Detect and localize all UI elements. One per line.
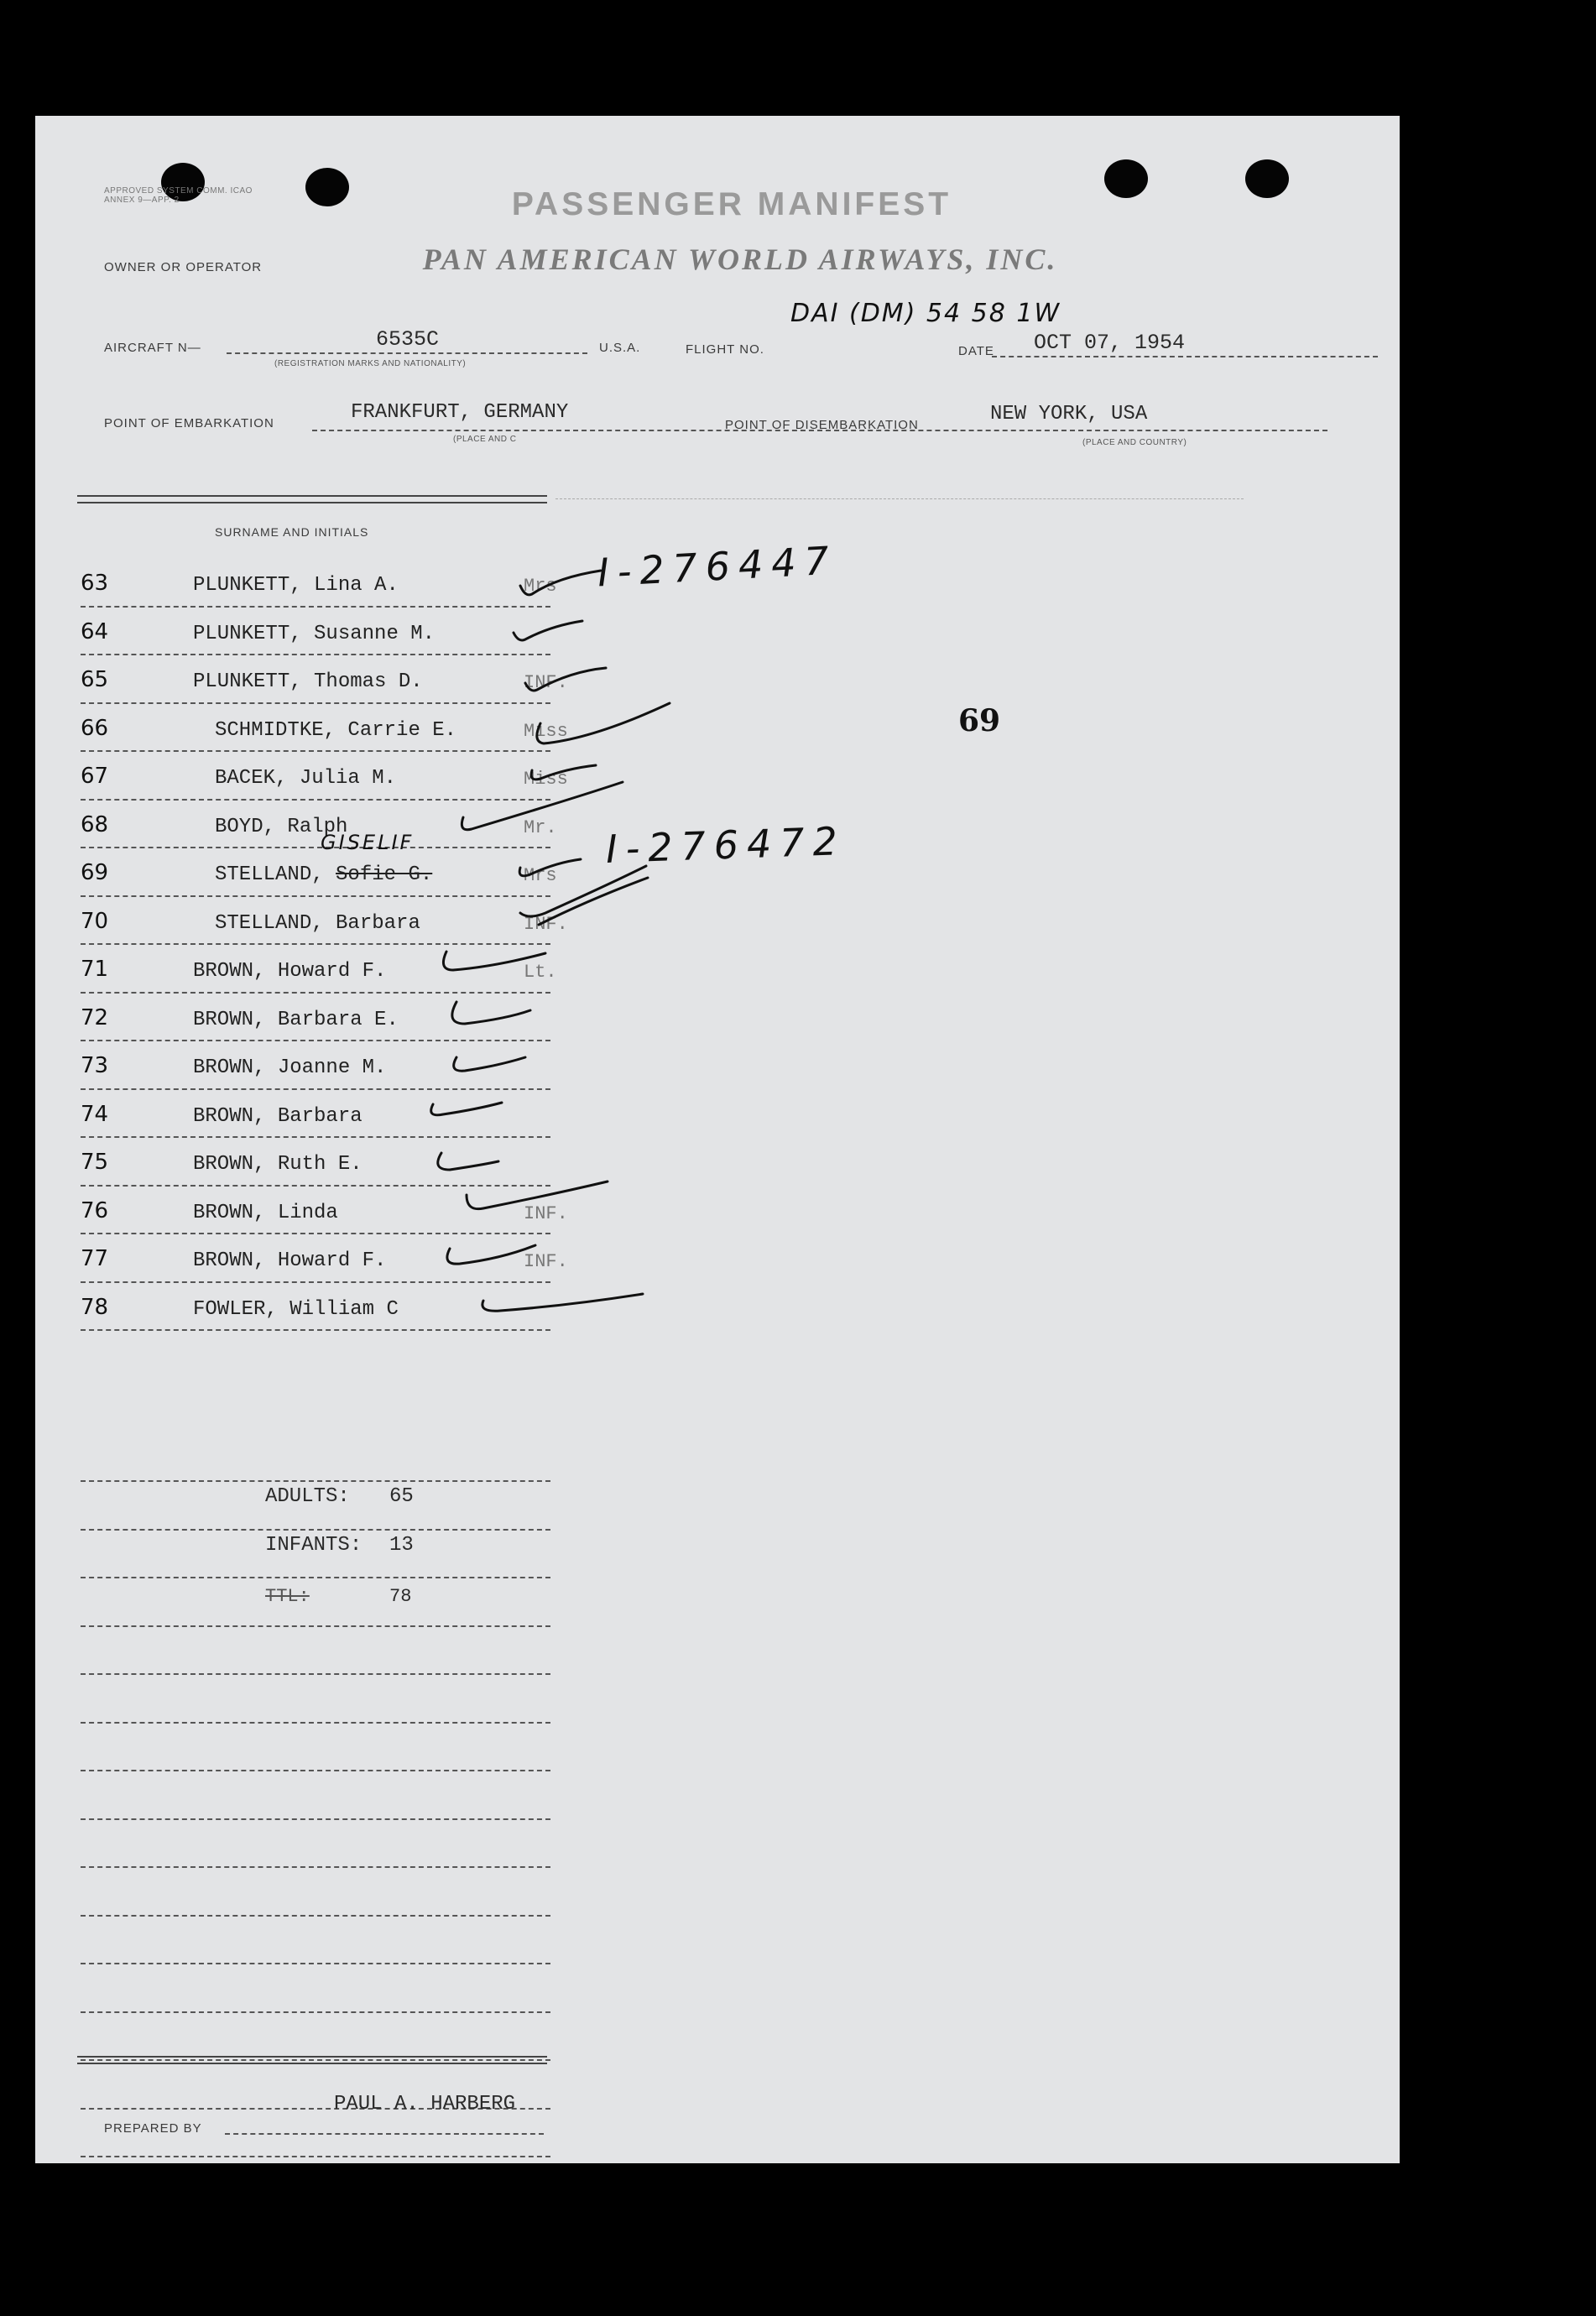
- check-mark-icon: [454, 1057, 525, 1071]
- blank-row-line: [81, 1625, 550, 1627]
- passenger-name: BROWN, Barbara: [193, 1104, 362, 1128]
- check-mark-icon: [520, 571, 601, 595]
- check-mark-icon: [447, 1245, 535, 1264]
- infants-label: INFANTS:: [265, 1534, 362, 1557]
- aircraft-number: 6535C: [376, 327, 440, 352]
- check-mark-icon: [452, 1002, 530, 1024]
- manifest-sheet: [35, 116, 1400, 2163]
- embarkation-caption: (PLACE AND C: [453, 435, 517, 444]
- passenger-name: BROWN, Linda: [193, 1201, 338, 1224]
- passenger-name: PLUNKETT, Lina A.: [193, 574, 399, 597]
- passenger-title: INF.: [524, 913, 568, 935]
- total-label: TTL:: [265, 1586, 310, 1607]
- date-label: DATE: [958, 344, 994, 358]
- blank-row-line: [81, 1529, 550, 1531]
- passenger-title: Miss: [524, 769, 568, 790]
- check-mark-icon: [520, 866, 646, 916]
- blank-row-line: [81, 2059, 550, 2061]
- blank-row-line: [81, 1577, 550, 1578]
- check-mark-icon: [519, 859, 581, 876]
- passenger-name: FOWLER, William C: [193, 1297, 399, 1321]
- passenger-number: 72: [81, 1004, 109, 1030]
- passenger-title: Lt.: [524, 962, 557, 983]
- blank-row-line: [81, 1866, 550, 1868]
- passenger-name: STELLAND, Barbara: [215, 911, 420, 935]
- passenger-name: BROWN, Howard F.: [193, 960, 387, 983]
- passenger-name: PLUNKETT, Susanne M.: [193, 622, 436, 645]
- handwritten-flight-number: DAI (DM) 54 58 1W: [790, 299, 1061, 328]
- passenger-number: 69: [81, 860, 109, 885]
- owner-label: OWNER OR OPERATOR: [104, 260, 263, 274]
- passenger-name: BACEK, Julia M.: [215, 767, 397, 790]
- check-mark-icon: [525, 668, 606, 691]
- passenger-number: 78: [81, 1294, 109, 1320]
- aircraft-label: AIRCRAFT N—: [104, 341, 201, 355]
- passenger-number: 65: [81, 667, 109, 692]
- passenger-name: SCHMIDTKE, Carrie E.: [215, 718, 457, 742]
- check-mark-icon: [443, 952, 545, 970]
- blank-row-line: [81, 1915, 550, 1917]
- passenger-name: BROWN, Ruth E.: [193, 1153, 362, 1176]
- blank-row-line: [81, 1818, 550, 1820]
- check-mark-icon: [537, 703, 670, 743]
- prepared-underline: [225, 2133, 544, 2135]
- check-mark-icon: [514, 621, 582, 640]
- registration-caption: (REGISTRATION MARKS AND NATIONALITY): [274, 359, 467, 368]
- surname-label: SURNAME AND INITIALS: [215, 525, 369, 539]
- page-stamp-number: 69: [958, 703, 1001, 738]
- check-mark-icon: [531, 765, 596, 780]
- passenger-number: 67: [81, 764, 109, 789]
- embarkation-label: POINT OF EMBARKATION: [104, 416, 274, 430]
- passenger-name: PLUNKETT, Thomas D.: [193, 670, 423, 693]
- check-mark-icon: [431, 1103, 502, 1115]
- approval-text: APPROVED SYSTEM COMM. ICAO ANNEX 9—APP. 2: [104, 186, 253, 205]
- blank-row-line: [81, 2156, 550, 2157]
- check-mark-icon: [462, 782, 623, 830]
- prepared-by-name: PAUL A. HARBERG: [334, 2093, 516, 2115]
- passenger-name: BOYD, Ralph: [215, 815, 348, 838]
- embarkation-place: FRANKFURT, GERMANY: [351, 401, 569, 424]
- disembarkation-caption: (PLACE AND COUNTRY): [1082, 438, 1187, 447]
- prepared-label: PREPARED BY: [104, 2121, 202, 2136]
- passenger-number: 77: [81, 1246, 109, 1271]
- nationality: U.S.A.: [599, 341, 641, 355]
- check-mark-icon: [467, 1181, 608, 1209]
- alien-registration-2: I-276472: [605, 818, 847, 872]
- passenger-number: 75: [81, 1150, 109, 1175]
- passenger-number: 66: [81, 715, 109, 741]
- blank-row-line: [81, 1770, 550, 1771]
- carrier-name: PAN AMERICAN WORLD AIRWAYS, INC.: [422, 243, 1058, 276]
- passenger-number: 68: [81, 811, 109, 837]
- alien-registration-1: I-276447: [596, 537, 838, 596]
- passenger-number: 76: [81, 1197, 109, 1223]
- adults-count: 65: [389, 1485, 414, 1508]
- blank-row-line: [81, 1480, 550, 1482]
- infants-count: 13: [389, 1534, 414, 1557]
- form-title: PASSENGER MANIFEST: [511, 186, 952, 222]
- passenger-number: 64: [81, 618, 109, 644]
- passenger-number: 70: [81, 908, 109, 934]
- blank-row-line: [81, 1722, 550, 1724]
- check-mark-icon: [539, 878, 648, 925]
- disembarkation-place: NEW YORK, USA: [990, 403, 1148, 425]
- blank-row-line: [81, 2011, 550, 2013]
- passenger-name: BROWN, Barbara E.: [193, 1008, 399, 1031]
- passenger-number: 63: [81, 571, 109, 596]
- passenger-number: 74: [81, 1101, 109, 1127]
- adults-label: ADULTS:: [265, 1485, 350, 1508]
- passenger-name: BROWN, Joanne M.: [193, 1056, 387, 1079]
- check-mark-icon: [438, 1153, 498, 1170]
- disembarkation-label: POINT OF DISEMBARKATION: [725, 418, 919, 432]
- flight-label: FLIGHT NO.: [686, 342, 764, 357]
- blank-row-line: [81, 1963, 550, 1964]
- passenger-title: Miss: [524, 720, 568, 742]
- passenger-title: INF.: [524, 672, 568, 693]
- total-count: 78: [389, 1586, 412, 1607]
- list-bottom-rule: [77, 2063, 547, 2064]
- passenger-title: Mrs: [524, 576, 557, 597]
- name-correction: GISELIF: [321, 831, 415, 854]
- flight-date: OCT 07, 1954: [1034, 331, 1186, 355]
- check-mark-icon: [482, 1294, 643, 1311]
- passenger-title: Mrs: [524, 865, 557, 886]
- passenger-name: BROWN, Howard F.: [193, 1249, 387, 1272]
- passenger-title: INF.: [524, 1251, 568, 1272]
- passenger-name: STELLAND, Sofie G.: [215, 863, 433, 886]
- blank-row-line: [81, 1673, 550, 1675]
- list-bottom-rule: [77, 2056, 547, 2058]
- passenger-number: 73: [81, 1053, 109, 1078]
- passenger-title: INF.: [524, 1202, 568, 1224]
- passenger-number: 71: [81, 957, 109, 982]
- passenger-title: Mr.: [524, 816, 557, 838]
